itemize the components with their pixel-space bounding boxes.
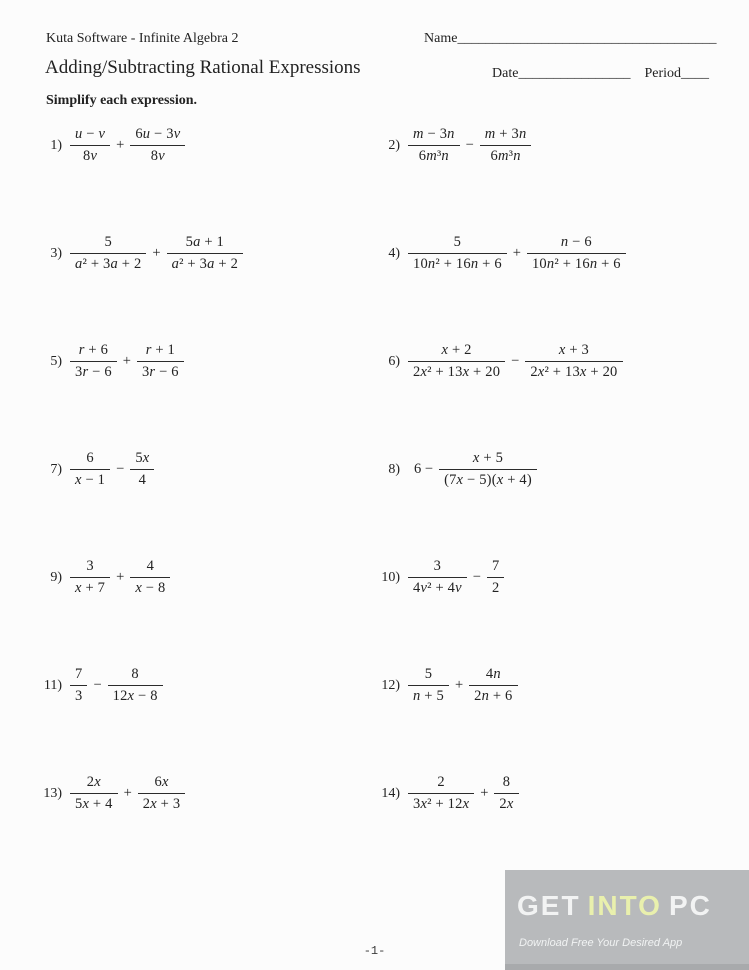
problem-number: 3) bbox=[50, 245, 62, 261]
fraction bbox=[527, 234, 626, 273]
problem bbox=[378, 662, 745, 770]
watermark-word: INTO bbox=[587, 890, 662, 921]
numerator: n − 6 bbox=[560, 234, 592, 250]
fraction bbox=[469, 666, 517, 705]
fraction bbox=[137, 342, 184, 381]
fraction bbox=[167, 234, 243, 273]
fraction bbox=[494, 774, 518, 813]
numerator: 5a + 1 bbox=[185, 234, 225, 250]
fraction bbox=[480, 126, 532, 165]
problem bbox=[378, 230, 745, 338]
fraction bbox=[108, 666, 163, 705]
fraction bbox=[408, 342, 505, 381]
numerator: 5 bbox=[104, 234, 112, 250]
denominator: a² + 3a + 2 bbox=[167, 253, 243, 273]
watermark-word: GET bbox=[517, 890, 581, 921]
numerator: r + 1 bbox=[145, 342, 176, 358]
denominator: 3 bbox=[70, 685, 87, 705]
operator: + bbox=[152, 245, 161, 261]
problem bbox=[378, 770, 745, 878]
denominator: 6m³n bbox=[408, 145, 460, 165]
numerator: m + 3n bbox=[484, 126, 527, 142]
period-line: ____ bbox=[681, 66, 709, 81]
problem-number: 5) bbox=[50, 353, 62, 369]
period-label: Period bbox=[644, 66, 681, 81]
numerator: m − 3n bbox=[413, 126, 455, 142]
operator: − bbox=[472, 569, 481, 585]
fraction bbox=[70, 342, 117, 381]
denominator: 12x − 8 bbox=[108, 685, 163, 705]
problem bbox=[378, 122, 745, 230]
fraction bbox=[408, 558, 467, 597]
operator: + bbox=[454, 677, 464, 693]
problem bbox=[40, 770, 378, 878]
numerator: 5 bbox=[453, 234, 462, 250]
problem-number: 8) bbox=[388, 461, 400, 477]
date-label: Date bbox=[492, 66, 519, 81]
numerator: 5 bbox=[424, 666, 433, 682]
problem bbox=[40, 122, 378, 230]
problem-number: 13) bbox=[43, 785, 62, 801]
operator: + bbox=[123, 785, 132, 801]
watermark-tagline: Download Free Your Desired App bbox=[519, 937, 683, 949]
problem-number: 1) bbox=[50, 137, 62, 153]
denominator: (7x − 5)(x + 4) bbox=[439, 469, 537, 489]
watermark-logo bbox=[517, 890, 719, 922]
denominator: 2n + 6 bbox=[469, 685, 517, 705]
denominator: x − 8 bbox=[130, 577, 170, 597]
fraction bbox=[70, 450, 110, 489]
denominator: x − 1 bbox=[70, 469, 110, 489]
fraction bbox=[439, 450, 537, 489]
problem-number: 9) bbox=[50, 569, 62, 585]
problem bbox=[40, 662, 378, 770]
problem bbox=[40, 338, 378, 446]
problem-number: 14) bbox=[381, 785, 400, 801]
denominator: 3r − 6 bbox=[137, 361, 184, 381]
fraction bbox=[70, 774, 118, 813]
numerator: 2 bbox=[437, 774, 445, 790]
problem-number: 4) bbox=[388, 245, 400, 261]
problem bbox=[40, 554, 378, 662]
denominator: 8v bbox=[130, 145, 185, 165]
fraction bbox=[138, 774, 186, 813]
watermark-word: PC bbox=[668, 890, 712, 921]
denominator: 3r − 6 bbox=[70, 361, 117, 381]
denominator: 2x² + 13x + 20 bbox=[408, 361, 505, 381]
fraction bbox=[70, 558, 110, 597]
denominator: 3x² + 12x bbox=[408, 793, 474, 813]
operator: − bbox=[465, 137, 474, 153]
fraction bbox=[487, 558, 504, 597]
denominator: 2x bbox=[494, 793, 518, 813]
instructions: Simplify each expression. bbox=[46, 93, 198, 108]
fraction bbox=[70, 666, 87, 705]
problem-number: 7) bbox=[50, 461, 62, 477]
fraction bbox=[408, 666, 449, 705]
denominator: 4 bbox=[130, 469, 154, 489]
problem bbox=[378, 554, 745, 662]
course-title: Kuta Software - Infinite Algebra 2 bbox=[46, 31, 239, 46]
problem bbox=[40, 446, 378, 554]
numerator: x + 2 bbox=[441, 342, 472, 358]
problem-number: 11) bbox=[43, 677, 62, 693]
name-field bbox=[424, 31, 716, 47]
fraction bbox=[130, 126, 185, 165]
denominator: 4v² + 4v bbox=[408, 577, 467, 597]
denominator: 10n² + 16n + 6 bbox=[408, 253, 507, 273]
operator: − bbox=[93, 677, 102, 693]
name-label: Name bbox=[424, 31, 458, 46]
numerator: 6 bbox=[86, 450, 94, 466]
denominator: 10n² + 16n + 6 bbox=[527, 253, 626, 273]
numerator: 6x bbox=[154, 774, 169, 790]
problem-number: 6) bbox=[388, 353, 400, 369]
numerator: 8 bbox=[502, 774, 511, 790]
denominator: 8v bbox=[70, 145, 110, 165]
numerator: x + 5 bbox=[472, 450, 504, 466]
watermark-bottom-strip bbox=[505, 964, 749, 970]
denominator: 6m³n bbox=[480, 145, 532, 165]
operator: 6 − bbox=[414, 461, 434, 477]
fraction bbox=[525, 342, 622, 381]
problem bbox=[40, 230, 378, 338]
operator: − bbox=[116, 461, 125, 477]
denominator: 2x² + 13x + 20 bbox=[525, 361, 622, 381]
numerator: 4n bbox=[485, 666, 501, 682]
denominator: a² + 3a + 2 bbox=[70, 253, 146, 273]
denominator: 2 bbox=[487, 577, 504, 597]
numerator: 7 bbox=[75, 666, 83, 682]
fraction bbox=[70, 234, 146, 273]
problem bbox=[378, 338, 745, 446]
fraction bbox=[408, 126, 460, 165]
fraction bbox=[130, 450, 154, 489]
operator: + bbox=[116, 569, 125, 585]
numerator: 2x bbox=[86, 774, 101, 790]
numerator: 8 bbox=[131, 666, 139, 682]
operator: − bbox=[511, 353, 520, 369]
date-period-field bbox=[492, 66, 709, 82]
date-line: ________________ bbox=[518, 66, 631, 81]
operator: + bbox=[512, 245, 521, 261]
problem-number: 12) bbox=[381, 677, 400, 693]
page-title: Adding/Subtracting Rational Expressions bbox=[45, 57, 361, 78]
operator: + bbox=[116, 137, 125, 153]
denominator: n + 5 bbox=[408, 685, 449, 705]
numerator: 5x bbox=[135, 450, 150, 466]
numerator: u − v bbox=[75, 126, 106, 142]
numerator: 3 bbox=[86, 558, 94, 574]
numerator: 6u − 3v bbox=[135, 126, 181, 142]
denominator: 2x + 3 bbox=[138, 793, 186, 813]
problems-grid bbox=[40, 122, 745, 878]
denominator: 5x + 4 bbox=[70, 793, 118, 813]
problem bbox=[378, 446, 745, 554]
getintopc-watermark bbox=[505, 870, 749, 970]
name-line: _____________________________________ bbox=[457, 31, 717, 46]
numerator: x + 3 bbox=[558, 342, 589, 358]
fraction bbox=[408, 774, 474, 813]
problem-number: 10) bbox=[381, 569, 400, 585]
page-number: -1- bbox=[363, 944, 386, 958]
fraction bbox=[130, 558, 170, 597]
numerator: 4 bbox=[146, 558, 155, 574]
numerator: r + 6 bbox=[78, 342, 109, 358]
fraction bbox=[408, 234, 507, 273]
numerator: 3 bbox=[433, 558, 442, 574]
numerator: 7 bbox=[491, 558, 500, 574]
problem-number: 2) bbox=[388, 137, 400, 153]
operator: + bbox=[480, 785, 489, 801]
operator: + bbox=[122, 353, 131, 369]
fraction bbox=[70, 126, 110, 165]
denominator: x + 7 bbox=[70, 577, 110, 597]
